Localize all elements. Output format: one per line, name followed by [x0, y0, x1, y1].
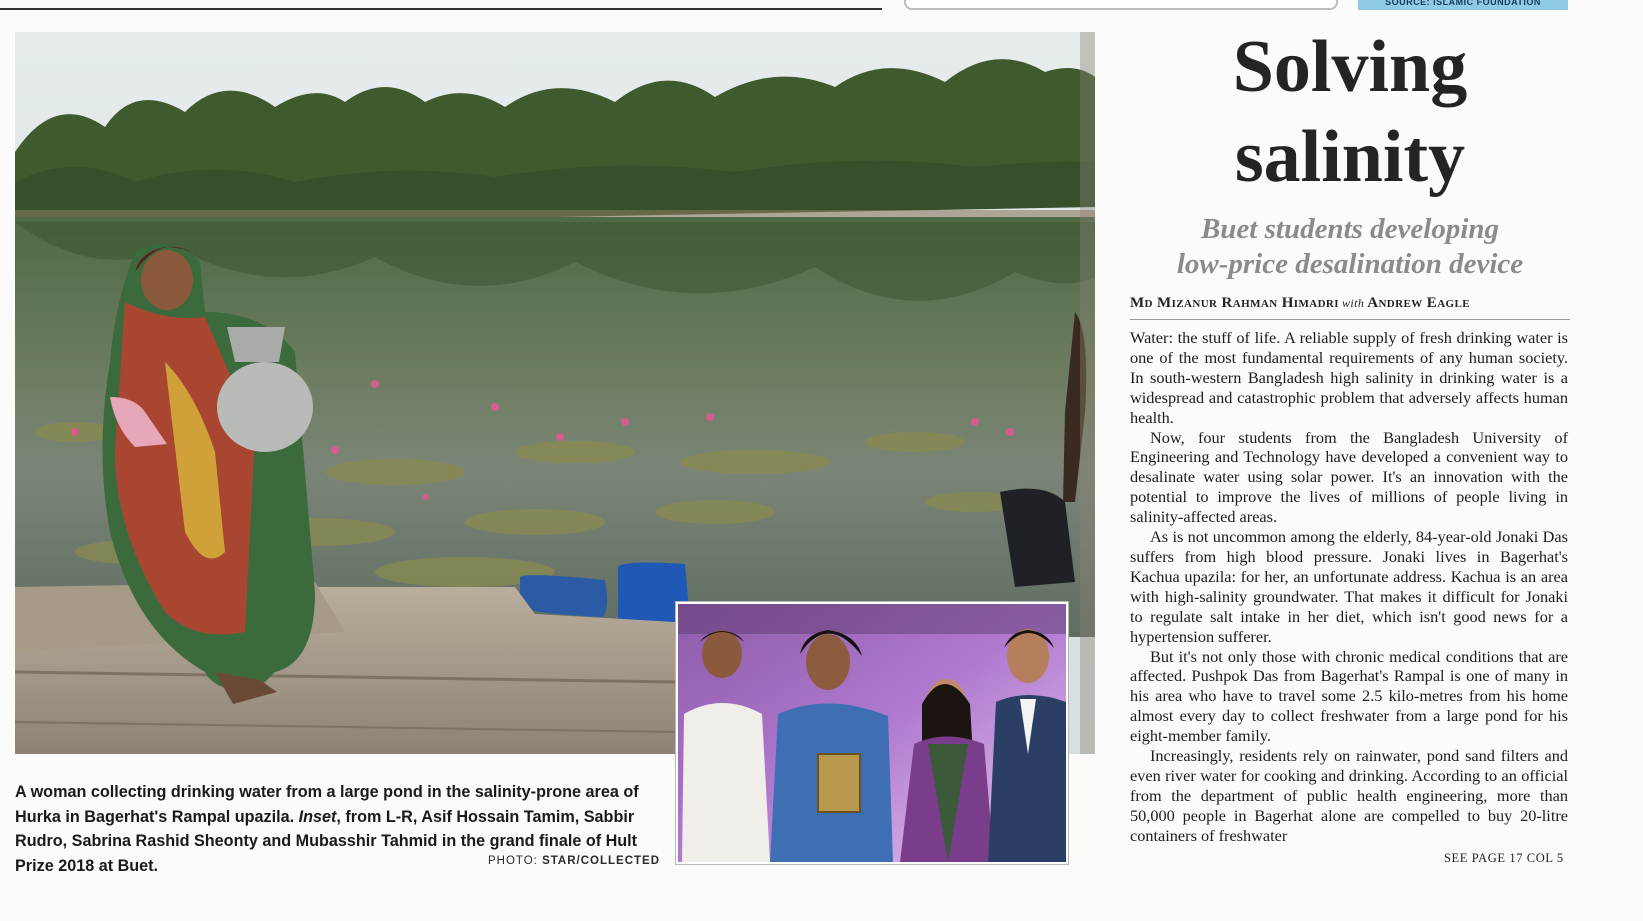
- article-body: [1130, 328, 1568, 846]
- source-tab-text: SOURCE: ISLAMIC FOUNDATION: [1385, 0, 1541, 7]
- byline-author-1: Md Mizanur Rahman Himadri: [1130, 295, 1339, 311]
- body-paragraph-2: Now, four students from the Bangladesh University of Engineering and Technology have developed a convenient way to desalinate water using solar power. It's an innovation with the potential to improve the lives of millions of people living in salinity-affected areas.: [1130, 427, 1568, 527]
- credit-source: STAR/COLLECTED: [542, 855, 660, 867]
- subheadline: [1130, 212, 1570, 282]
- credit-label: PHOTO:: [488, 855, 543, 867]
- photo-credit: [488, 855, 660, 867]
- inset-photo: [676, 602, 1068, 864]
- caption-text-2: , from L-R, Asif Hossain Tamim, Sabbir Rudro, Sabrina Rashid Sheonty and Mubasshir Tahmid in the grand finale of Hult Prize 2018 at Buet.: [15, 807, 638, 875]
- headline-line-1: Solving: [1232, 26, 1468, 108]
- subhead-line-2: low-price desalination device: [1176, 248, 1524, 280]
- body-paragraph-5: Increasingly, residents rely on rainwater, pond sand filters and even river water for cooking and drinking. According to an official from the department of public health engineering, more than 50,000 people in Bagerhat alone are compelled to buy 20-litre containers of freshwater: [1130, 746, 1568, 845]
- byline-with: with: [1341, 296, 1365, 310]
- body-paragraph-1: Water: the stuff of life. A reliable supply of fresh drinking water is one of the most fundamental requirements of any human society. In south-western Bangladesh high salinity in drinking water is a widespread and catastrophic problem that adversely affects human health.: [1130, 328, 1568, 427]
- subhead-line-1: Buet students developing: [1200, 213, 1500, 245]
- continued-jump-line: SEE PAGE 17 COL 5: [1444, 851, 1564, 865]
- byline: [1130, 295, 1570, 312]
- previous-article-box: [904, 0, 1338, 10]
- headline: [1130, 22, 1570, 202]
- byline-divider: [1130, 319, 1570, 320]
- top-divider-rule: [0, 8, 882, 10]
- byline-author-2: Andrew Eagle: [1367, 295, 1470, 311]
- body-paragraph-3: As is not uncommon among the elderly, 84-year-old Jonaki Das suffers from high blood pressure. Jonaki lives in Bagerhat's Kachua upazila: for her, an unfortunate address. Kachua is an area with high-salinity groundwater. That makes it difficult for Jonaki to regulate salt intake in her diet, which isn't good news for a hypertension sufferer.: [1130, 527, 1568, 646]
- body-paragraph-4: But it's not only those with chronic medical conditions that are affected. Pushpok Das from Bagerhat's Rampal is one of many in his area who have to travel some 2.5 kilo-metres from his home almost every day to collect freshwater from a large pond for his eight-member family.: [1130, 646, 1568, 746]
- caption-text-1: A woman collecting drinking water from a large pond in the salinity-prone area of Hurka in Bagerhat's Rampal upazila.: [15, 783, 639, 826]
- source-tab: [1358, 0, 1568, 10]
- caption-inset-word: Inset: [298, 807, 337, 826]
- headline-line-2: salinity: [1234, 116, 1466, 198]
